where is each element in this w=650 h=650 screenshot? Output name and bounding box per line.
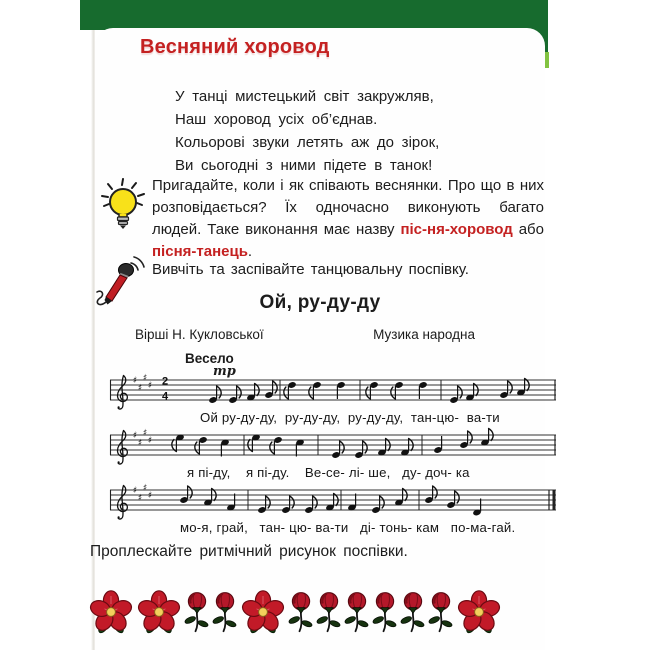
music-score xyxy=(108,370,558,535)
flower-open-icon xyxy=(239,585,287,639)
svg-text:♯: ♯ xyxy=(142,483,148,494)
page-title: Весняний хоровод xyxy=(140,36,330,58)
svg-text:♯: ♯ xyxy=(147,491,153,501)
svg-text:♯: ♯ xyxy=(142,373,148,384)
stave-2 xyxy=(108,425,558,479)
stave-lyrics: Ой ру-ду-ду, ру-ду-ду, ру-ду-ду, тан-цю- ва-ти xyxy=(200,410,500,425)
poem-line: Ви сьогодні з ними підете в танок! xyxy=(175,157,433,174)
svg-text:♯: ♯ xyxy=(132,376,138,386)
stave-lyrics: мо-я, грай, тан- цю- ва-ти ді- тонь- кам по-ма-гай. xyxy=(180,520,516,535)
flower-bud-icon xyxy=(342,583,372,639)
poem xyxy=(175,85,439,177)
stave-3 xyxy=(108,480,558,534)
stave-1 xyxy=(108,370,558,424)
treble-clef-icon xyxy=(118,431,128,465)
credits xyxy=(135,327,475,342)
tip-term-1: піс-ня-хоровод xyxy=(400,221,513,238)
flower-bud-icon xyxy=(370,583,400,639)
tip-text-end: . xyxy=(247,243,253,260)
flower-bud-icon xyxy=(182,583,212,639)
page xyxy=(90,28,545,650)
flower-open-icon xyxy=(455,585,503,639)
flower-open-icon xyxy=(87,585,135,639)
task-sing: Вивчіть та заспівайте танцювальну поспівку. xyxy=(152,261,469,278)
flower-bud-icon xyxy=(210,583,240,639)
song-title: Ой, ру-ду-ду xyxy=(259,292,381,313)
svg-text:♯: ♯ xyxy=(137,493,143,504)
lyrics-credit: Вірші Н. Кукловської xyxy=(135,327,264,342)
tip-connector: або xyxy=(512,221,544,238)
tip-text-start: Пригадайте, коли і як співають веснянки. Про що в них розповідається? Їх одночасно виконують багато людей. Таке виконання має назву xyxy=(152,177,544,238)
lightbulb-icon xyxy=(98,178,148,238)
svg-text:4: 4 xyxy=(161,390,169,403)
treble-clef-icon xyxy=(118,486,128,520)
flower-open-icon xyxy=(135,585,183,639)
poem-line: У танці мистецький світ закружляв, xyxy=(175,88,434,105)
music-credit: Музика народна xyxy=(373,327,475,342)
flower-border xyxy=(87,583,523,639)
staff-notation xyxy=(108,480,558,524)
flower-bud-icon xyxy=(286,583,316,639)
flower-bud-icon xyxy=(314,583,344,639)
staff-notation xyxy=(108,425,558,469)
poem-line: Кольорові звуки летять аж до зірок, xyxy=(175,134,440,151)
poem-line: Наш хоровод усіх об’єднав. xyxy=(175,111,378,128)
svg-text:♯: ♯ xyxy=(147,436,153,446)
dynamic-marking: mp xyxy=(213,364,236,379)
svg-text:♯: ♯ xyxy=(132,431,138,441)
treble-clef-icon xyxy=(118,376,128,410)
svg-text:♯: ♯ xyxy=(142,428,148,439)
tip-text xyxy=(152,175,544,263)
flower-bud-icon xyxy=(426,583,456,639)
tip-term-2: пісня-танець xyxy=(152,243,248,260)
staff-notation xyxy=(108,370,558,414)
flower-bud-icon xyxy=(398,583,428,639)
stave-lyrics: я пі-ду, я пі-ду. Ве-се- лі- ше, ду- доч- ка xyxy=(187,465,470,480)
svg-text:2: 2 xyxy=(161,375,169,388)
tempo-marking: Весело xyxy=(185,351,234,366)
task-clap: Проплескайте ритмічний рисунок поспівки. xyxy=(90,543,408,560)
svg-text:♯: ♯ xyxy=(147,381,153,391)
svg-text:♯: ♯ xyxy=(132,486,138,496)
cover-green-band xyxy=(80,0,548,30)
svg-text:♯: ♯ xyxy=(137,438,143,449)
svg-text:♯: ♯ xyxy=(137,383,143,394)
